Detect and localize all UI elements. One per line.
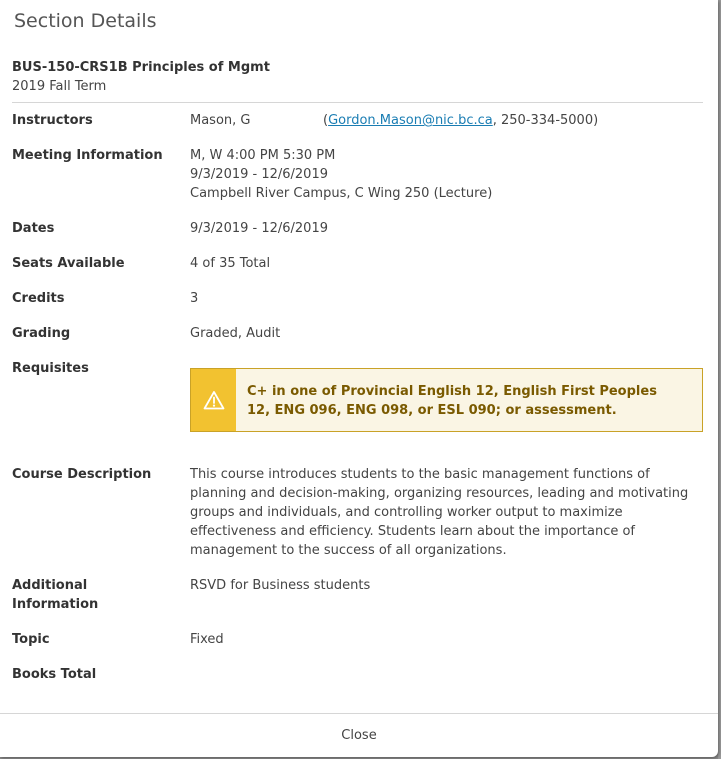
requisites-text: C+ in one of Provincial English 12, English First Peoples 12, ENG 096, ENG 098, or ESL 090; or assessment. <box>247 384 657 418</box>
course-description-label: Course Description <box>12 467 152 482</box>
open-paren: ( <box>323 113 329 128</box>
course-title: BUS-150-CRS1B Principles of Mgmt <box>12 60 270 75</box>
dates-value: 9/3/2019 - 12/6/2019 <box>190 221 328 236</box>
dates-label: Dates <box>12 221 55 236</box>
instructors-value <box>190 111 690 130</box>
close-button[interactable]: Close <box>0 714 718 756</box>
seats-label: Seats Available <box>12 256 125 271</box>
dialog-title: Section Details <box>14 10 157 32</box>
seats-value: 4 of 35 Total <box>190 256 271 271</box>
grading-label: Grading <box>12 326 71 341</box>
meeting-info-value <box>190 146 690 203</box>
alert-icon-box <box>191 369 236 431</box>
additional-info-label <box>12 576 182 614</box>
requisites-alert <box>190 368 703 432</box>
meeting-dates: 9/3/2019 - 12/6/2019 <box>190 167 328 182</box>
instructor-name: Mason, G <box>190 113 251 128</box>
instructors-label: Instructors <box>12 113 93 128</box>
course-description-value: This course introduces students to the basic management functions of planning and decision-making, organizing resources, leading and motivating groups and individuals, and controlling worker output to maximize effectiveness and efficiency. Students learn about the importance of management to the success of all organizations. <box>190 467 689 558</box>
meeting-info-label: Meeting Information <box>12 148 163 163</box>
topic-label: Topic <box>12 632 50 647</box>
course-term: 2019 Fall Term <box>12 79 107 94</box>
credits-value: 3 <box>190 291 199 306</box>
books-total-label: Books Total <box>12 667 97 682</box>
header-divider <box>12 102 703 103</box>
instructor-contact <box>323 111 598 130</box>
instructor-phone: , 250-334-5000) <box>492 113 599 128</box>
additional-info-label-line1: Additional <box>12 578 88 593</box>
requisites-label: Requisites <box>12 361 89 376</box>
additional-info-label-line2: Information <box>12 597 99 612</box>
topic-value: Fixed <box>190 632 224 647</box>
meeting-location: Campbell River Campus, C Wing 250 (Lecture) <box>190 186 493 201</box>
additional-info-value: RSVD for Business students <box>190 578 371 593</box>
credits-label: Credits <box>12 291 65 306</box>
warning-icon <box>203 390 225 410</box>
grading-value: Graded, Audit <box>190 326 281 341</box>
instructor-email-link[interactable]: Gordon.Mason@nic.bc.ca <box>328 113 493 128</box>
meeting-schedule: M, W 4:00 PM 5:30 PM <box>190 148 336 163</box>
